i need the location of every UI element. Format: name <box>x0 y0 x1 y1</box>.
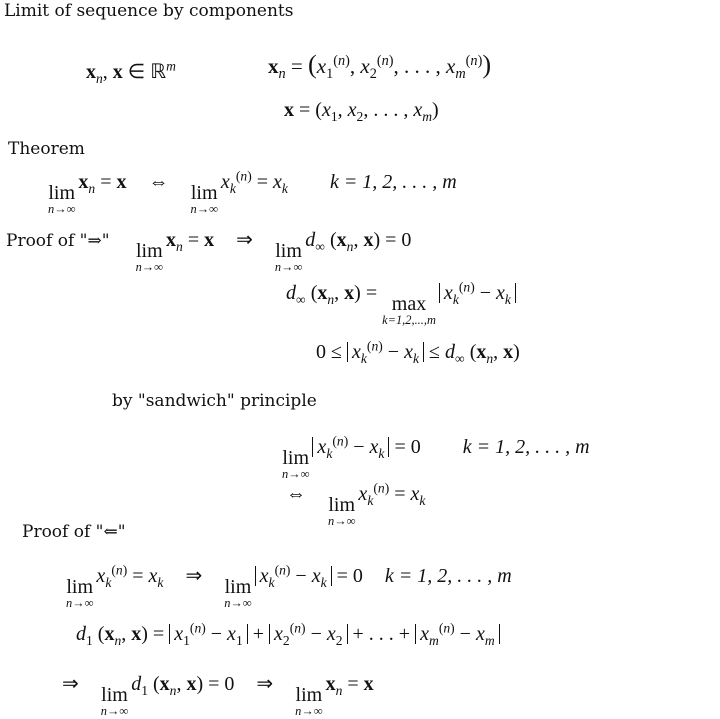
equation-d-infinity: $d_\infty$ ($x_n$, x) = max k=1,2,...,m $x_k^{(n)} - x_k$ <box>286 283 516 328</box>
equation-sandwich-limit: lim n→∞ $x_k^{(n)} - x_k = 0$ k = 1, 2, . . . , m <box>282 433 590 481</box>
k-range-2: k = 1, 2, . . . , m <box>462 436 590 458</box>
equation-theorem: lim n→∞ $x_n = x$ ⇔ lim n→∞ $x_k^{(n)} = x_k$ k = 1, 2, . . . , m <box>48 168 457 216</box>
sandwich-text: by "sandwich" principle <box>112 391 317 411</box>
theorem-label: Theorem <box>8 139 85 159</box>
equation-xn-components: $x_n = (x_1^{(n)}$, $x_2^{(n)}$, . . . , $x_m^{(n)}$) <box>268 50 492 83</box>
equation-space: $x_n$, x ∈ ℝ$^m$ <box>86 58 176 86</box>
equation-final: ⇒ lim n→∞ $d_1$ ($x_n$, x) = 0 ⇒ lim n→∞ $x_n = x$ <box>62 673 374 718</box>
equation-x-components: $x = (x_1$, $x_2$, . . . , $x_m$) <box>284 99 439 124</box>
proof-forward-row: Proof of "⇒" lim n→∞ $x_n = x$ ⇒ lim n→∞ $d_\infty$ ($x_n$, x) = 0 <box>6 229 412 274</box>
equation-inequality: $0 \le x_k^{(n)} - x_k \le d_\infty$ ($x_n$, x) <box>316 338 520 366</box>
equation-d1: $d_1$ ($x_n$, $x) = x_1^{(n)} - x_1 + x_2^{(n)} - x_2$ + . . . + $x_m^{(n)} - x_m$ <box>76 624 500 644</box>
equation-sandwich-conclusion: ⇔ lim n→∞ $x_k^{(n)} = x_k$ <box>286 480 426 528</box>
k-range-3: k = 1, 2, . . . , m <box>384 565 512 587</box>
equation-backward-limit: lim n→∞ $x_k^{(n)} = x_k$ ⇒ lim n→∞ $x_k^{(n)} - x_k = 0$ k = 1, 2, . . . , m <box>66 562 512 610</box>
page-title: Limit of sequence by components <box>4 1 294 21</box>
k-range-1: k = 1, 2, . . . , m <box>329 171 457 193</box>
proof-backward-label: Proof of "⇐" <box>22 522 126 542</box>
proof-forward-label: Proof of "⇒" <box>6 231 110 251</box>
